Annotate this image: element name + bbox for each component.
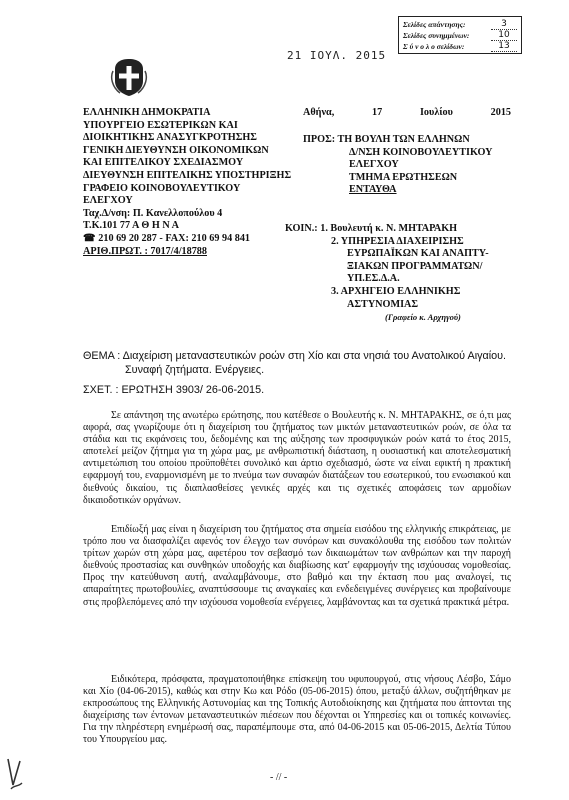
sender-block [83, 107, 291, 258]
date-year: 2015 [490, 107, 511, 118]
subject-label: ΘΕΜΑ : [83, 350, 121, 362]
date-city: Αθήνα, [303, 107, 335, 118]
sender-line: ΚΑΙ ΕΠΙΤΕΛΙΚΟΥ ΣΧΕΔΙΑΣΜΟΥ [83, 157, 244, 169]
recipient-name: ΤΗ ΒΟΥΛΗ ΤΩΝ ΕΛΛΗΝΩΝ [337, 134, 470, 145]
cc-note: (Γραφείο κ. Αρχηγού) [385, 312, 461, 323]
dateline [303, 107, 511, 118]
page-number: - // - [270, 772, 288, 783]
sender-postcode: Τ.Κ.101 77 Α Θ Η Ν Α [83, 220, 180, 232]
recipient-prefix: ΠΡΟΣ: [303, 134, 336, 145]
count-row-reply [403, 19, 517, 30]
recipient-block [303, 134, 493, 197]
count-label: Σελίδες συνημμένων: [403, 31, 470, 40]
recipient-first-line [303, 134, 493, 147]
count-row-attachments [403, 30, 517, 41]
date-month: Ιουλίου [419, 107, 453, 118]
sender-line: ΕΛΛΗΝΙΚΗ ΔΗΜΟΚΡΑΤΙΑ [83, 107, 211, 118]
subject-line-2: Συναφή ζητήματα. Ενέργειες. [125, 363, 265, 376]
count-label: Σελίδες απάντησης: [403, 20, 466, 29]
body-paragraph-3: Ειδικότερα, πρόσφατα, πραγματοποιήθηκε επίσκεψη του υφυπουργού, στις νήσους Λέσβο, Σάμο και Χίο (04-06-2015), καθώς και στην Κω και Ρόδο (05-06-2015) όπου, μεταξύ άλλων, συζητήθηκαν με εκπροσώπους της Ελληνικής Αστυνομίας και της Τοπικής Αυτοδιοίκησης και ζητήματα που άπτονται της διαχείρισης των έντονων μεταναστευτικών πιέσεων που δέχονται οι Υπηρεσίες και οι τοπικές κοινωνίες. Για την πληρέστερη ενημέρωσή σας, παραπέμπουμε στα, από 04-06-2015 και 05-06-2015, Δελτία Τύπου του Υπουργείου μας. [83, 674, 511, 746]
sender-line: ΕΛΕΓΧΟΥ [83, 195, 133, 207]
recipient-line: ΕΛΕΓΧΟΥ [349, 159, 399, 171]
sender-line: ΓΕΝΙΚΗ ΔΙΕΥΘΥΝΣΗ ΟΙΚΟΝΟΜΙΚΩΝ [83, 144, 269, 156]
subject-text: Διαχείριση μεταναστευτικών ροών στη Χίο και στα νησιά του Ανατολικού Αιγαίου. [122, 350, 507, 362]
cc-item-2-line: ΕΥΡΩΠΑΪΚΩΝ ΚΑΙ ΑΝΑΠΤΥ- [347, 248, 489, 260]
cc-item-3-line: 3. ΑΡΧΗΓΕΙΟ ΕΛΛΗΝΙΚΗΣ [331, 285, 461, 297]
sender-line: ΓΡΑΦΕΙΟ ΚΟΙΝΟΒΟΥΛΕΥΤΙΚΟΥ [83, 182, 241, 194]
recipient-line: ΤΜΗΜΑ ΕΡΩΤΗΣΕΩΝ [349, 171, 458, 183]
recipient-line: Δ/ΝΣΗ ΚΟΙΝΟΒΟΥΛΕΥΤΙΚΟΥ [349, 146, 493, 158]
sender-line: ΔΙΕΥΘΥΝΣΗ ΕΠΙΤΕΛΙΚΗΣ ΥΠΟΣΤΗΡΙΞΗΣ [83, 169, 292, 181]
cc-item-1: 1. Βουλευτή κ. Ν. ΜΗΤΑΡΑΚΗ [320, 223, 458, 234]
cc-item-2-line: ΞΙΑΚΩΝ ΠΡΟΓΡΑΜΜΑΤΩΝ/ [347, 260, 483, 272]
sender-line: ΥΠΟΥΡΓΕΙΟ ΕΣΩΤΕΡΙΚΩΝ ΚΑΙ [83, 119, 238, 131]
reference-line: ΣΧΕΤ. : ΕΡΩΤΗΣΗ 3903/ 26-06-2015. [83, 384, 265, 396]
date-day: 17 [372, 107, 383, 118]
count-value: 10 [491, 30, 517, 41]
body-paragraph-1: Σε απάντηση της ανωτέρω ερώτησης, που κατέθεσε ο Βουλευτής κ. Ν. ΜΗΤΑΡΑΚΗΣ, σε ό,τι μας αφορά, σας γνωρίζουμε ότι η διαχείριση του ζητήματος των μικτών μεταναστευτικών ροών, σε όλα τα στάδια και τις εκφάνσεις του, δεδομένης και της αύξησης των προσφυγικών ροών κατά το έτος 2015, αποτελεί μείζον ζήτημα για τη χώρα μας, με ανθρωπιστική διάσταση, η ουσιαστική και αποτελεσματική αντιμετώπιση του οποίου προϋποθέτει συνολικό και άρτιο σχεδιασμό, ώστε να είναι εφικτή η πρακτική εφαρμογή του, εναρμονισμένη με το πνεύμα των συναφών διατάξεων του εσωτερικού, του ενωσιακού και διεθνούς δικαίου, τις διαπλασθείσες γενικές αρχές και τις σχετικές αποφάσεις των αρμοδίων δικαιοδοτικών οργάνων. [83, 410, 511, 506]
cc-block [285, 223, 489, 324]
cc-item-2-line: ΥΠ.ΕΣ.Δ.Α. [347, 273, 400, 285]
page-count-box [398, 16, 522, 54]
count-value: 3 [491, 19, 517, 30]
handwritten-initials-icon [4, 755, 26, 793]
sender-address: Ταχ.Δ/νση: Π. Κανελλοπούλου 4 [83, 207, 223, 219]
sender-phone-line [83, 233, 291, 246]
phone-fax: 210 69 20 287 - FAX: 210 69 94 841 [98, 232, 251, 244]
cc-prefix: ΚΟΙΝ.: [285, 223, 318, 234]
cc-first-line [285, 223, 489, 236]
subject-line-1 [83, 350, 513, 364]
subject-block [83, 350, 513, 377]
received-date-stamp: 21 ΙΟΥΛ. 2015 [287, 49, 387, 62]
count-row-total [403, 41, 517, 52]
recipient-location: ΕΝΤΑΥΘΑ [349, 184, 397, 196]
cc-item-3-line: ΑΣΤΥΝΟΜΙΑΣ [347, 298, 419, 310]
count-label: Σ ύ ν ο λ ο σελίδων: [403, 42, 465, 51]
count-value: 13 [491, 41, 517, 52]
body-paragraph-2: Επιδίωξή μας είναι η διαχείριση του ζητήματος στα σημεία εισόδου της ελληνικής επικράτειας, με τρόπο που να διασφαλίζει αφενός τον έλεγχο των συνόρων και συνακόλουθα της εισόδου των πολιτών τρίτων χωρών στη χώρα μας, αφετέρου τον σεβασμό των δικαιωμάτων των ανθρώπων και την παροχή διεθνούς προστασίας και συνθηκών υποδοχής και διαβίωσης κατ' εφαρμογήν της ισχύουσας νομοθεσίας. Προς την κατεύθυνση αυτή, αναλαμβάνουμε, στο βαθμό και την έκταση που μας αναλογεί, τις απαραίτητες πρωτοβουλίες, αναπτύσσουμε τις αναγκαίες και ενδεδειγμένες συνέργειες και προβαίνουμε στις προβλεπόμενες από την ισχύουσα νομοθεσία ενέργειες, λαμβάνοντας και τα σχετικά πρακτικά μέτρα. [83, 524, 511, 608]
sender-line: ΔΙΟΙΚΗΤΙΚΗΣ ΑΝΑΣΥΓΚΡΟΤΗΣΗΣ [83, 132, 257, 144]
telephone-icon: ☎ [83, 232, 96, 244]
greek-coat-of-arms-icon [110, 57, 148, 97]
protocol-number: ΑΡΙΘ.ΠΡΩΤ. : 7017/4/18788 [83, 245, 207, 257]
cc-item-2-line: 2. ΥΠΗΡΕΣΙΑ ΔΙΑΧΕΙΡΙΣΗΣ [331, 235, 464, 247]
